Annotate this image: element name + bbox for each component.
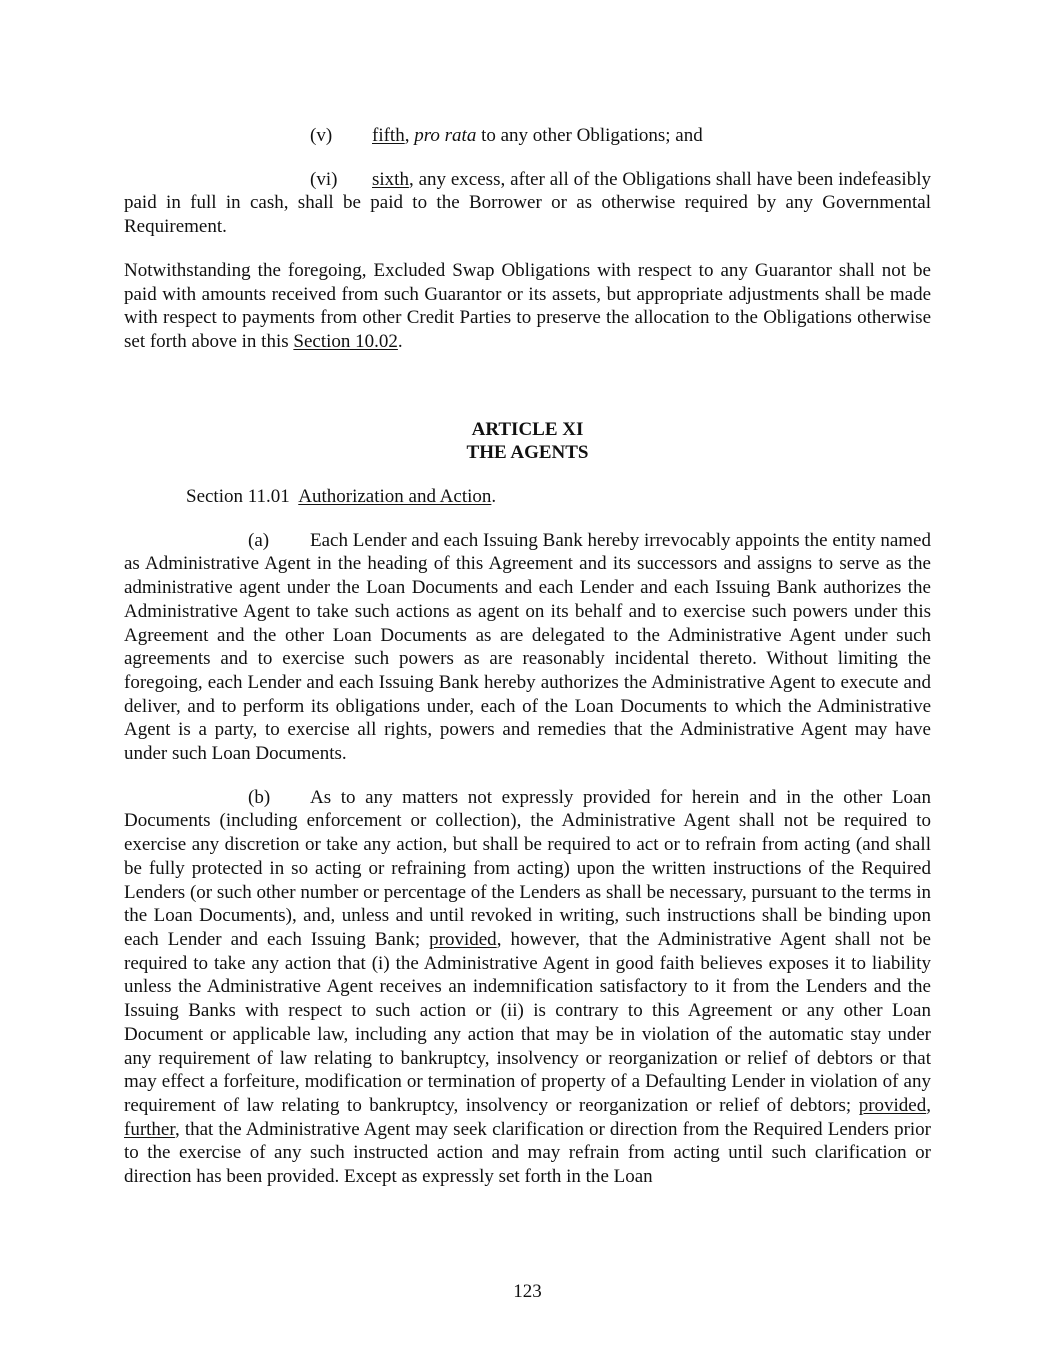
- page-number: 123: [513, 1281, 542, 1302]
- article-number: ARTICLE XI: [471, 418, 584, 440]
- clause-v-text: to any other Obligations; and: [476, 125, 703, 146]
- document-page: [124, 124, 931, 1189]
- clause-vi-text: , any excess, after all of the Obligations shall have been indefeasibly paid in full in cash, shall be paid to the Borrower or as otherwise required by any Governmental Requirement.: [124, 168, 931, 238]
- paragraph-a: [124, 529, 931, 766]
- clause-v: (v) fifth, pro rata to any other Obligations; and: [310, 125, 703, 146]
- paragraph-a-number: (a): [248, 529, 270, 551]
- article-title: THE AGENTS: [466, 442, 589, 464]
- clause-v-italic: pro rata: [414, 125, 477, 146]
- paragraph-b: (b) As to any matters not expressly provided for herein and in the other Loan Documents (including enforcement or collection), the Administrative Agent shall not be required to exercise any discretion or take any action, but shall be required to act or to refrain from acting (and shall be fully protected in so acting or refraining from acting) upon the written instructions of the Required Lenders (or such other number or percentage of the Lenders as shall be necessary, pursuant to the terms in the Loan Documents), and, unless and until revoked in writing, such instructions shall be binding upon each Lender and each Issuing Bank; provided, however, that the Administrative Agent shall not be required to take any action that (i) the Administrative Agent in good faith believes exposes it to liability unless the Administrative Agent receives an indemnification satisfactory to it from the Lenders and the Issuing Banks with respect to such action or (ii) is contrary to this Agreement or any other Loan Document or applicable law, including any action that may be in violation of the automatic stay under any requirement of law relating to bankruptcy, insolvency or reorganization or relief of debtors or that may effect a forfeiture, modification or termination of property of a Defaulting Lender in violation of any requirement of law relating to bankruptcy, insolvency or reorganization or relief of debtors; provided, further, that the Administrative Agent may seek clarification or direction from the Required Lenders prior to the exercise of any such instructed action and may refrain from acting until such clarification or direction has been provided. Except as expressly set forth in the Loan: [124, 786, 931, 1188]
- clause-v-number: (v): [310, 125, 333, 146]
- section-reference: Section 10.02: [293, 330, 398, 352]
- clause-v-keyword: fifth: [372, 125, 405, 146]
- article-heading: [124, 418, 931, 465]
- paragraph-a-text: Each Lender and each Issuing Bank hereby irrevocably appoints the entity named as Administrative Agent in the heading of this Agreement and its successors and assigns to serve as the administrative agent under the Loan Documents and each Lender and each Issuing Bank authorizes the Administrative Agent to take such actions as agent on its behalf and to exercise such powers under this Agreement and the other Loan Documents as are delegated to the Administrative Agent under such agreements and to exercise such powers as are reasonably incidental thereto. Without limiting the foregoing, each Lender and each Issuing Bank hereby authorizes the Administrative Agent to execute and deliver, and to perform its obligations under, each of the Loan Documents to which the Administrative Agent is a party, to exercise all rights, powers and remedies that the Administrative Agent may have under such Loan Documents.: [124, 529, 931, 765]
- section-heading: Section 11.01 Authorization and Action.: [186, 486, 497, 508]
- clause-vi-keyword: sixth: [372, 168, 409, 190]
- clause-vi-number: (vi): [310, 168, 338, 190]
- section-title: Authorization and Action: [298, 486, 492, 508]
- provided-term: provided: [429, 928, 497, 950]
- paragraph-b-number: (b): [248, 786, 271, 808]
- further-term: further: [124, 1118, 175, 1140]
- clause-vi: [124, 168, 931, 239]
- section-number: Section 11.01: [186, 486, 290, 508]
- notwithstanding-paragraph: Notwithstanding the foregoing, Excluded Swap Obligations with respect to any Guarantor shall not be paid with amounts received from such Guarantor or its assets, but appropriate adjustments shall be made with respect to payments from other Credit Parties to preserve the allocation to the Obligations otherwise set forth above in this Section 10.02.: [124, 259, 931, 352]
- provided-term: provided: [858, 1094, 927, 1116]
